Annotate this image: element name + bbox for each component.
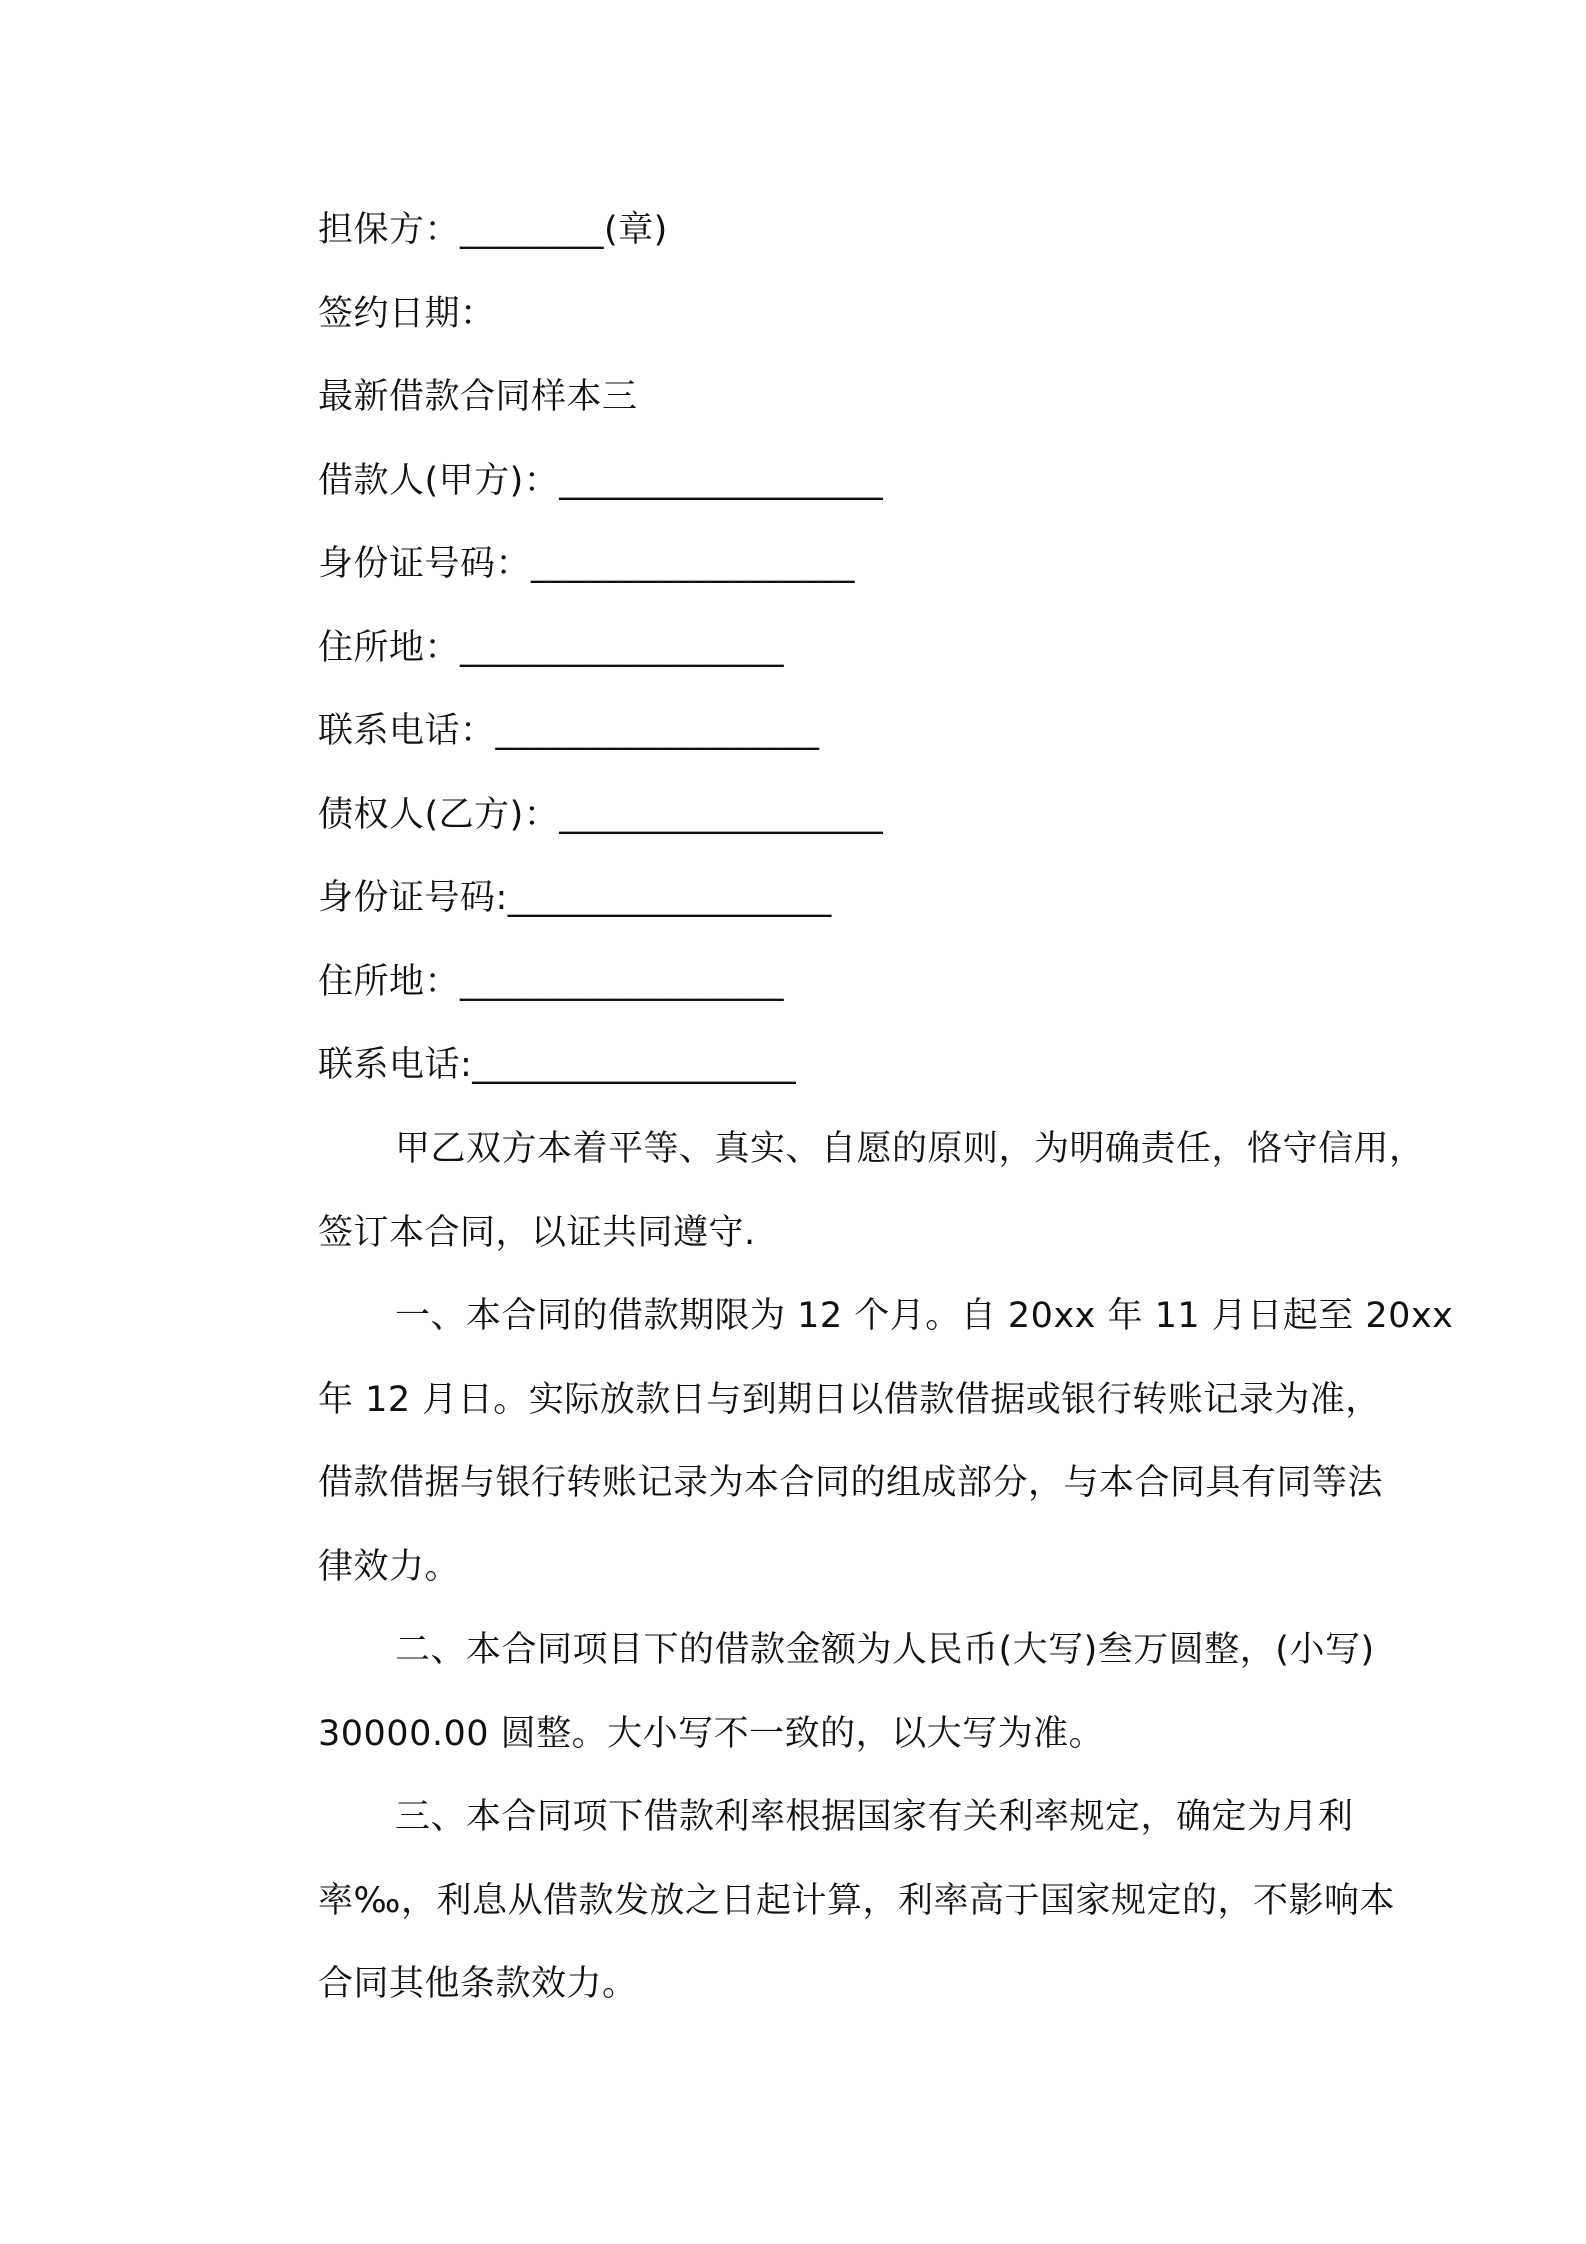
borrower-address-line: 住所地：__________________ — [318, 628, 785, 668]
paragraph-clause-2 — [241, 1609, 1375, 1776]
paragraph-line: 借款借据与银行转账记录为本合同的组成部分，与本合同具有同等法 — [318, 1463, 1384, 1503]
paragraph-line: 一、本合同的借款期限为 12 个月。自 20xx 年 11 月日起至 20xx — [395, 1296, 1454, 1336]
paragraph-principles — [241, 1108, 1425, 1275]
creditor-phone-line: 联系电话:__________________ — [318, 1045, 797, 1085]
borrower-phone-line: 联系电话：__________________ — [318, 711, 820, 751]
guarantor-line: 担保方：________(章) — [318, 210, 668, 250]
paragraph-line: 签订本合同，以证共同遵守. — [318, 1212, 756, 1253]
paragraph-line: 年 12 月日。实际放款日与到期日以借款借据或银行转账记录为准， — [318, 1379, 1381, 1420]
paragraph-line: 二、本合同项目下的借款金额为人民币(大写)叁万圆整，(小写) — [395, 1630, 1375, 1670]
borrower-id-line: 身份证号码：__________________ — [318, 544, 856, 584]
paragraph-line: 律效力。 — [318, 1546, 461, 1587]
paragraph-clause-3 — [241, 1776, 1395, 2027]
paragraph-line: 率‰，利息从借款发放之日起计算，利率高于国家规定的，不影响本 — [318, 1880, 1395, 1921]
paragraph-line: 30000.00 圆整。大小写不一致的，以大写为准。 — [318, 1713, 1105, 1754]
creditor-id-line: 身份证号码:__________________ — [318, 878, 832, 918]
paragraph-line: 合同其他条款效力。 — [318, 1964, 638, 2004]
paragraph-line: 三、本合同项下借款利率根据国家有关利率规定，确定为月利 — [395, 1797, 1354, 1837]
signing-date-line: 签约日期： — [318, 294, 496, 334]
paragraph-line: 甲乙双方本着平等、真实、自愿的原则，为明确责任，恪守信用， — [395, 1129, 1425, 1169]
creditor-address-line: 住所地：__________________ — [318, 962, 785, 1002]
borrower-line: 借款人(甲方)：__________________ — [318, 461, 884, 501]
creditor-line: 债权人(乙方)：__________________ — [318, 795, 884, 835]
paragraph-clause-1 — [241, 1275, 1454, 1609]
contract-title: 最新借款合同样本三 — [318, 377, 638, 417]
